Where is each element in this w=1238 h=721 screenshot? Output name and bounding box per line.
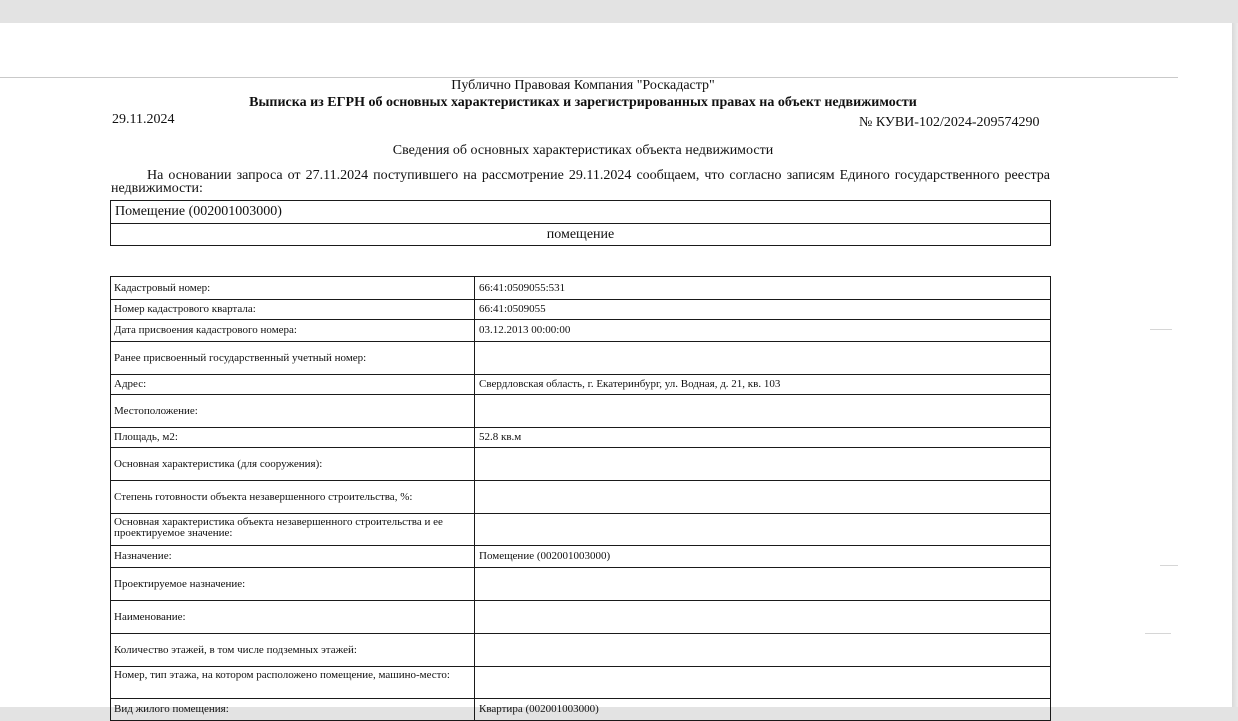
row-label: Основная характеристика (для сооружения): bbox=[111, 448, 475, 481]
table-row bbox=[111, 514, 1051, 546]
row-value: Свердловская область, г. Екатеринбург, ул. Водная, д. 21, кв. 103 bbox=[475, 375, 1051, 395]
row-label: Ранее присвоенный государственный учетный номер: bbox=[111, 342, 475, 375]
table-row bbox=[111, 634, 1051, 667]
row-value bbox=[475, 481, 1051, 514]
row-value bbox=[475, 634, 1051, 667]
row-label: Местоположение: bbox=[111, 395, 475, 428]
object-type: помещение bbox=[111, 224, 1051, 246]
row-value bbox=[475, 667, 1051, 699]
row-value bbox=[475, 448, 1051, 481]
row-label: Проектируемое назначение: bbox=[111, 568, 475, 601]
row-value: 66:41:0509055:531 bbox=[475, 277, 1051, 300]
table-row bbox=[111, 481, 1051, 514]
intro-paragraph: На основании запроса от 27.11.2024 поступившего на рассмотрение 29.11.2024 сообщаем, что согласно записям Единого государственного реестра недвижимости: bbox=[111, 168, 1050, 196]
table-row bbox=[111, 546, 1051, 568]
scan-artifact bbox=[1145, 633, 1171, 634]
row-label: Основная характеристика объекта незавершенного строительства и ее проектируемое значение: bbox=[111, 514, 475, 546]
row-value bbox=[475, 342, 1051, 375]
object-header-table bbox=[110, 200, 1051, 246]
table-row bbox=[111, 568, 1051, 601]
document-date: 29.11.2024 bbox=[112, 112, 175, 127]
row-value bbox=[475, 395, 1051, 428]
row-value bbox=[475, 601, 1051, 634]
table-row bbox=[111, 395, 1051, 428]
row-label: Наименование: bbox=[111, 601, 475, 634]
table-row bbox=[111, 699, 1051, 721]
row-label: Номер, тип этажа, на котором расположено помещение, машино-место: bbox=[111, 667, 475, 699]
table-row bbox=[111, 428, 1051, 448]
scan-artifact bbox=[1150, 329, 1172, 330]
table-row bbox=[111, 320, 1051, 342]
row-label: Назначение: bbox=[111, 546, 475, 568]
row-value: 52.8 кв.м bbox=[475, 428, 1051, 448]
object-name: Помещение (002001003000) bbox=[111, 201, 1051, 224]
row-value: 66:41:0509055 bbox=[475, 300, 1051, 320]
row-value: Квартира (002001003000) bbox=[475, 699, 1051, 721]
table-row bbox=[111, 448, 1051, 481]
row-label: Вид жилого помещения: bbox=[111, 699, 475, 721]
table-row bbox=[111, 667, 1051, 699]
section-subtitle: Сведения об основных характеристиках объекта недвижимости bbox=[392, 143, 774, 158]
row-label: Номер кадастрового квартала: bbox=[111, 300, 475, 320]
table-row bbox=[111, 375, 1051, 395]
row-label: Дата присвоения кадастрового номера: bbox=[111, 320, 475, 342]
characteristics-table bbox=[110, 276, 1051, 721]
organization-name: Публично Правовая Компания "Роскадастр" bbox=[451, 78, 715, 93]
table-row bbox=[111, 300, 1051, 320]
row-value: 03.12.2013 00:00:00 bbox=[475, 320, 1051, 342]
document-number: № КУВИ-102/2024-209574290 bbox=[859, 115, 1040, 130]
row-value: Помещение (002001003000) bbox=[475, 546, 1051, 568]
document-page bbox=[0, 23, 1232, 715]
row-label: Адрес: bbox=[111, 375, 475, 395]
row-label: Степень готовности объекта незавершенного строительства, %: bbox=[111, 481, 475, 514]
table-row bbox=[111, 342, 1051, 375]
row-label: Кадастровый номер: bbox=[111, 277, 475, 300]
row-value bbox=[475, 514, 1051, 546]
document-title: Выписка из ЕГРН об основных характеристиках и зарегистрированных правах на объект недвижимости bbox=[249, 95, 917, 110]
row-label: Количество этажей, в том числе подземных этажей: bbox=[111, 634, 475, 667]
scan-artifact bbox=[1160, 565, 1178, 566]
row-value bbox=[475, 568, 1051, 601]
table-row bbox=[111, 601, 1051, 634]
table-row bbox=[111, 277, 1051, 300]
row-label: Площадь, м2: bbox=[111, 428, 475, 448]
page-edge-shadow bbox=[1232, 23, 1238, 707]
